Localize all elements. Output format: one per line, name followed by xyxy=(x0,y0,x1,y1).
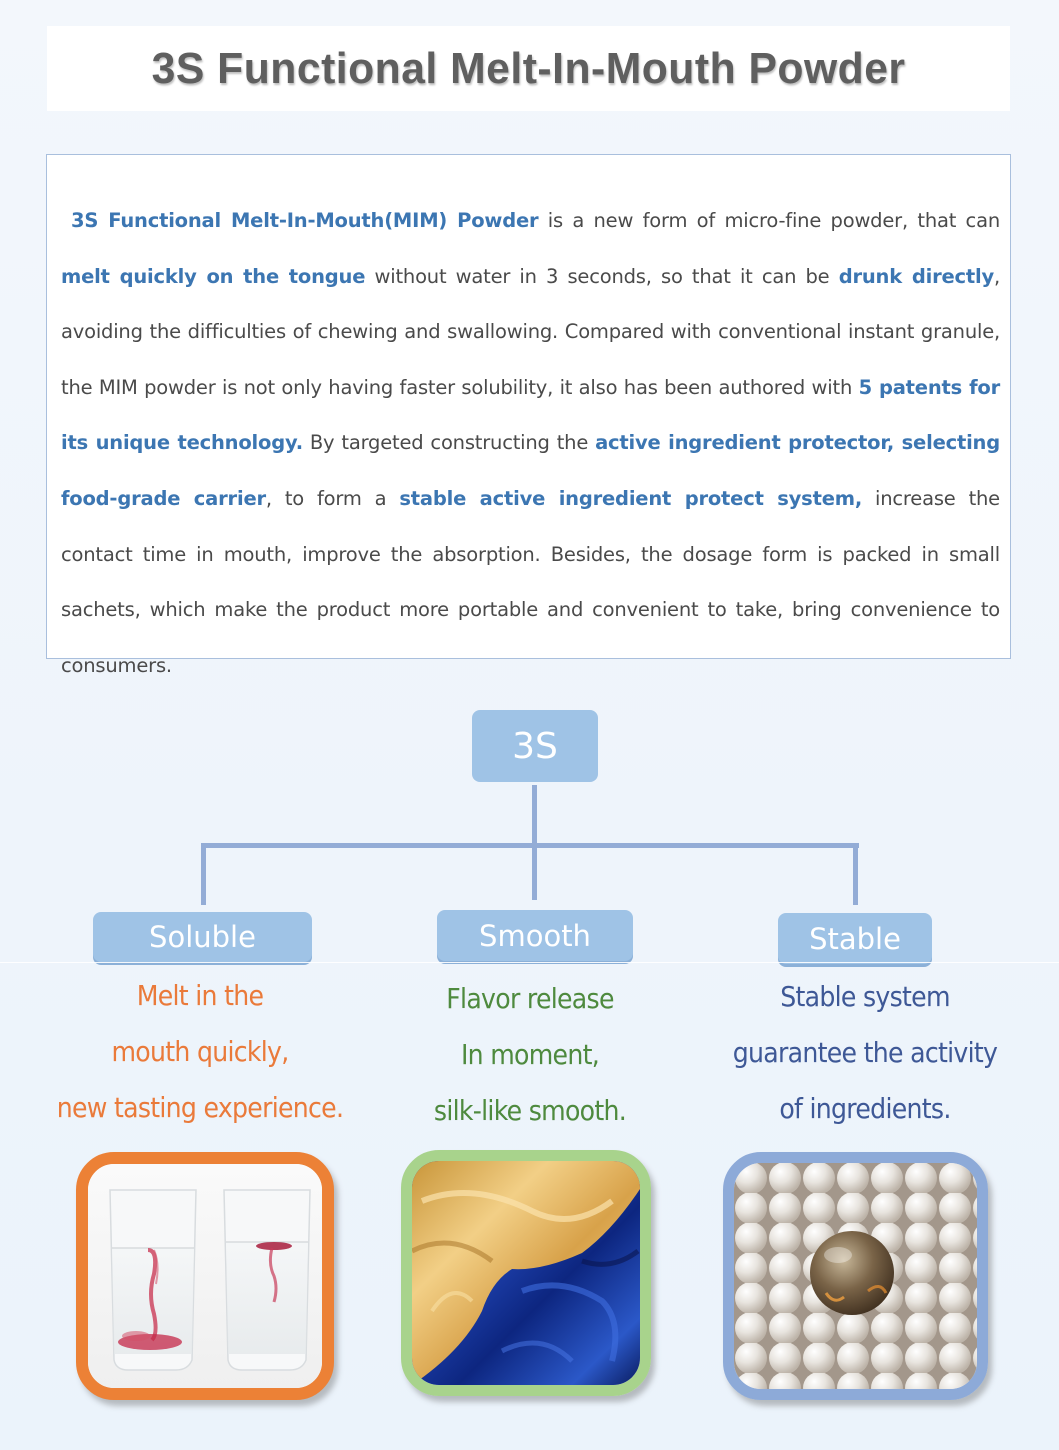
intro-text: , to form a xyxy=(265,486,400,510)
softgel-beads-icon xyxy=(734,1163,977,1389)
connector-right-vertical xyxy=(853,843,858,905)
intro-highlight: drunk directly xyxy=(838,264,994,288)
smooth-desc-line: silk-like smooth. xyxy=(433,1094,627,1127)
stable-desc-line: Stable system xyxy=(780,980,950,1013)
intro-text: is a new form of micro-fine powder, that can xyxy=(538,209,1000,232)
tree-node-soluble: Soluble xyxy=(93,912,312,962)
intro-panel xyxy=(46,154,1011,677)
connector-horizontal xyxy=(201,843,859,848)
intro-text: By targeted constructing the xyxy=(302,431,596,455)
intro-text: without water in 3 seconds, so that it can be xyxy=(365,264,839,288)
smooth-desc-line: In moment, xyxy=(460,1038,600,1071)
intro-text: increase the contact time in mouth, improve the absorption. Besides, the dosage form is packed in small sachets, which make the product more portable and convenient to take, bring convenience to consumers. xyxy=(61,486,1000,677)
soluble-desc-line: new tasting experience. xyxy=(56,1091,344,1124)
soluble-description xyxy=(20,968,380,1136)
soluble-desc-line: Melt in the xyxy=(136,979,264,1012)
silk-fabric-icon xyxy=(412,1161,640,1385)
intro-paragraph xyxy=(61,193,1000,693)
title-banner xyxy=(47,26,1010,111)
soluble-desc-line: mouth quickly, xyxy=(111,1035,289,1068)
stable-image-card xyxy=(723,1152,988,1400)
tree-node-smooth: Smooth xyxy=(437,910,633,961)
tree-root-node: 3S xyxy=(472,710,598,782)
glasses-dissolving-icon xyxy=(88,1164,322,1388)
intro-text: , avoiding the difficulties of chewing and swallowing. Compared with conventional instant granule, the MIM powder is not only having faster solubility, it also has been authored with xyxy=(61,264,1000,399)
smooth-description xyxy=(350,971,710,1139)
soluble-image-card xyxy=(76,1152,334,1400)
intro-highlight: 3S Functional Melt-In-Mouth(MIM) Powder xyxy=(71,209,539,232)
stable-desc-line: guarantee the activity xyxy=(732,1036,998,1069)
tree-node-stable: Stable xyxy=(778,913,932,964)
intro-highlight: melt quickly on the tongue xyxy=(61,264,366,288)
stable-description xyxy=(685,969,1045,1137)
intro-highlight: stable active ingredient protect system, xyxy=(399,486,863,510)
section-divider xyxy=(0,962,1059,963)
intro-highlight: 5 patents for its unique technology. xyxy=(61,375,1000,455)
page-title: 3S Functional Melt-In-Mouth Powder xyxy=(151,43,906,93)
smooth-desc-line: Flavor release xyxy=(446,982,614,1015)
connector-left-vertical xyxy=(201,843,206,905)
smooth-image-card xyxy=(401,1150,651,1396)
intro-highlight: active ingredient protector, selecting food-grade carrier xyxy=(61,431,1000,510)
stable-desc-line: of ingredients. xyxy=(779,1092,951,1125)
